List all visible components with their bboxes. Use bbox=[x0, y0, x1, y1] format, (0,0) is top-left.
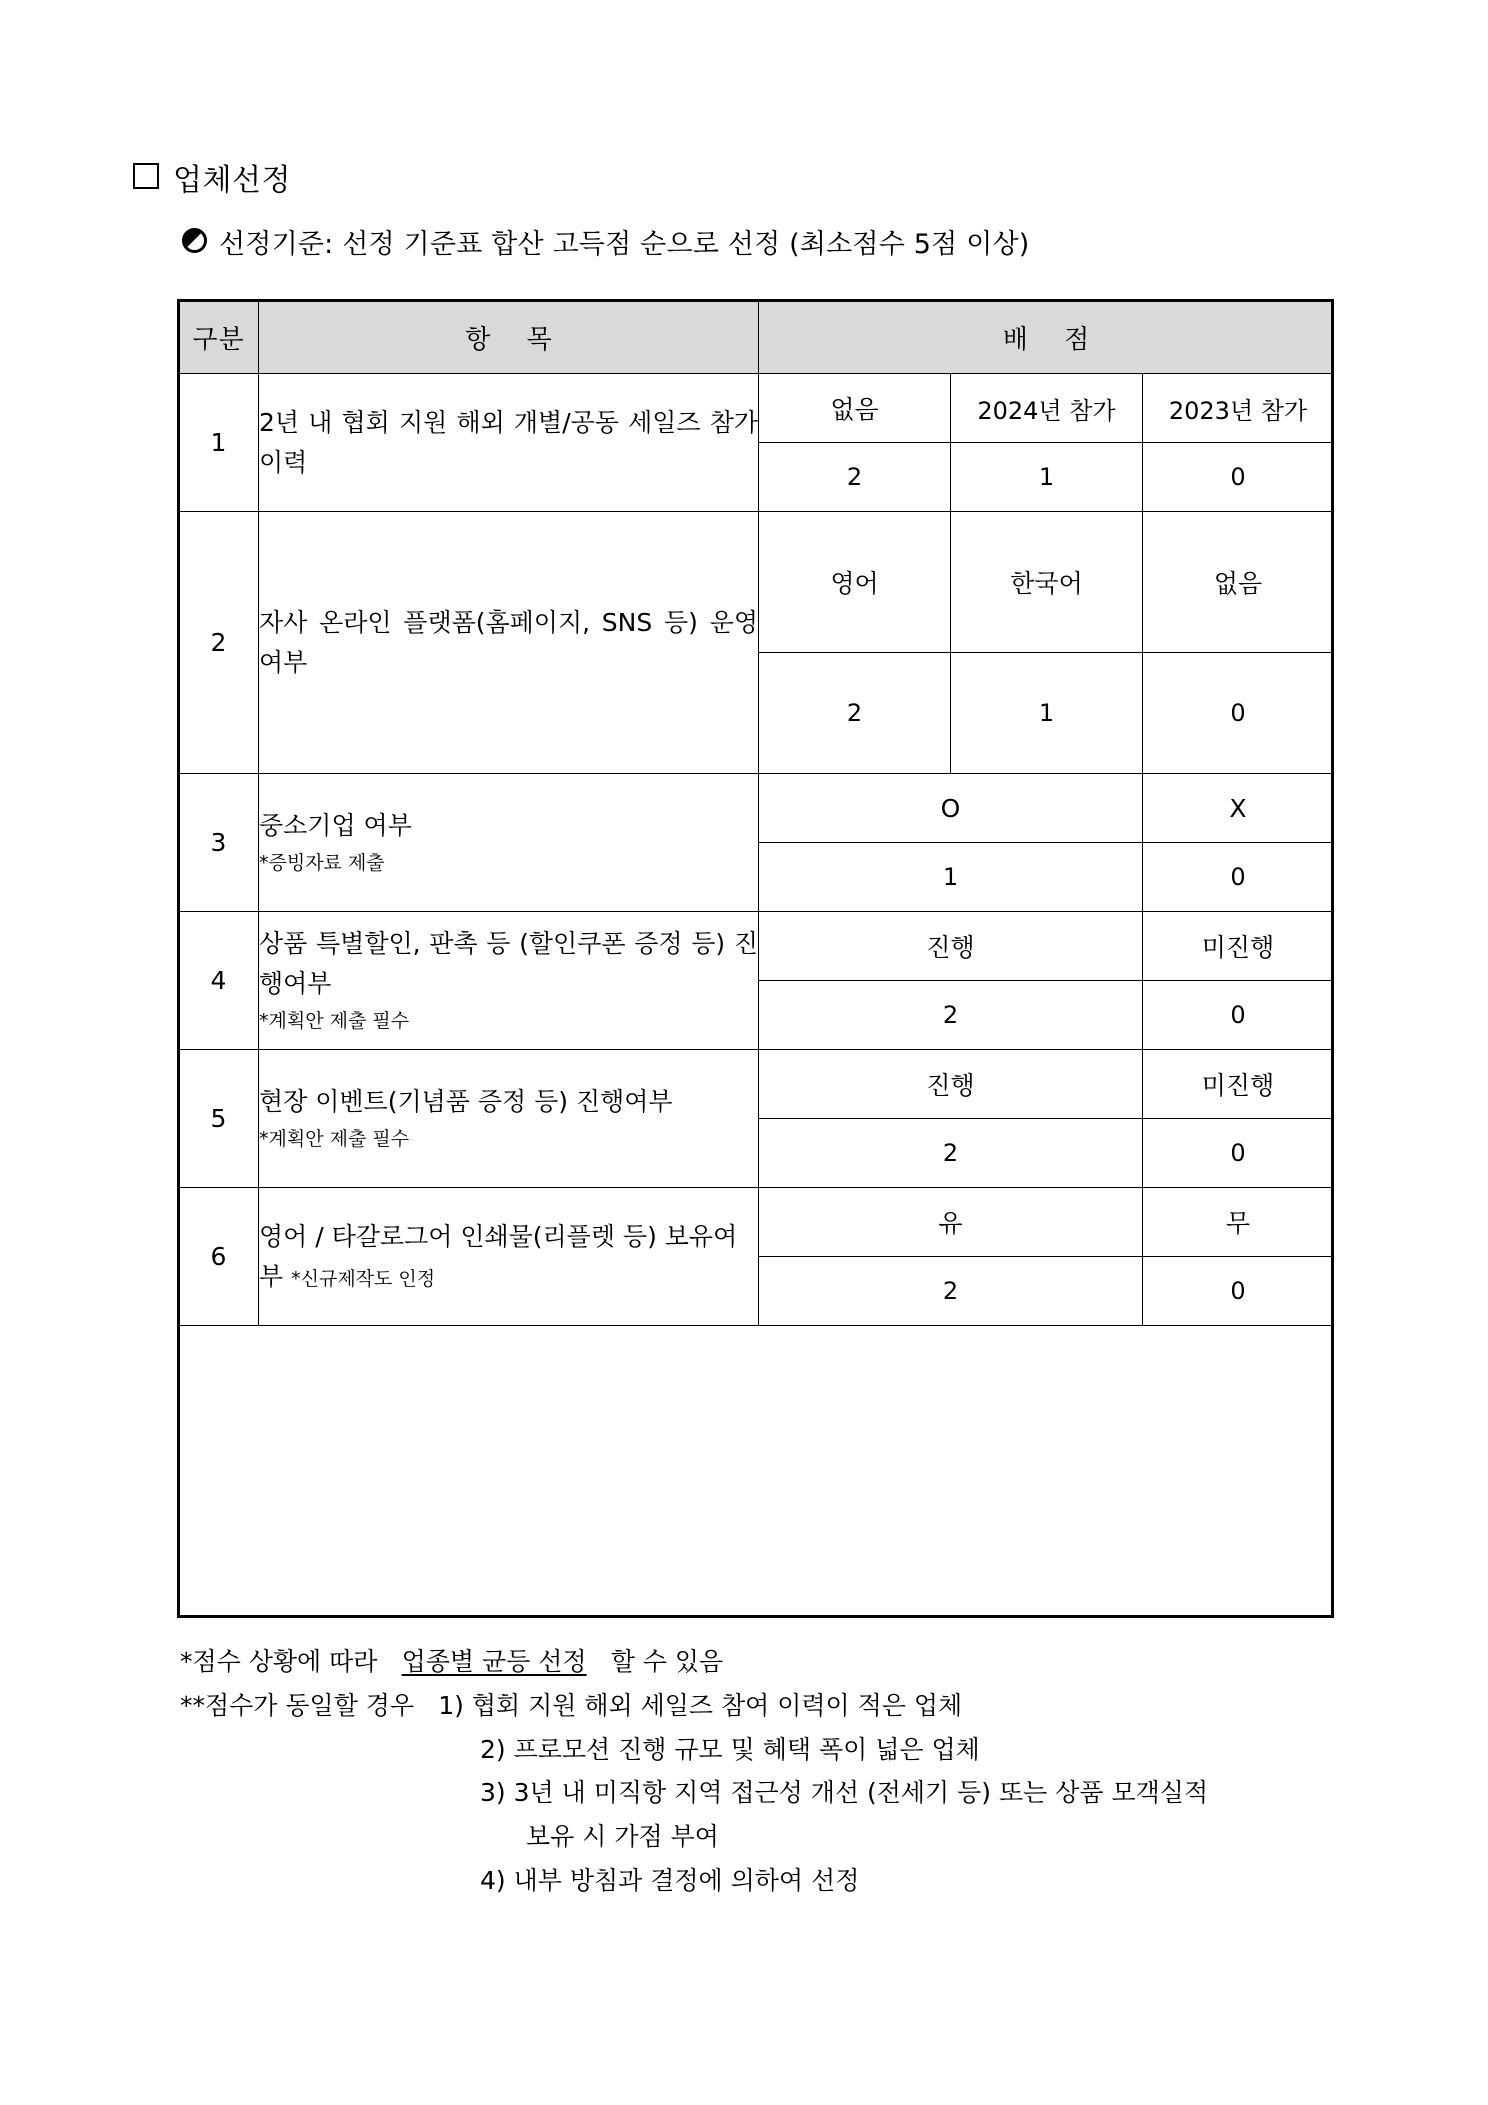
row-5-value-1: 0 bbox=[1143, 1119, 1334, 1188]
header-cell-item: 항 목 bbox=[259, 301, 759, 374]
footnote-line-2: **점수가 동일할 경우ㅤ1) 협회 지원 해외 세일즈 참여 이력이 적은 업체 bbox=[180, 1690, 963, 1720]
selection-criteria-label: 선정기준: 선정 기준표 합산 고득점 순으로 선정 (최소점수 5점 이상) bbox=[219, 229, 1030, 260]
row-index-1: 1 bbox=[179, 374, 259, 512]
half-filled-circle-bullet-icon bbox=[182, 228, 207, 253]
footnotes-block bbox=[180, 1640, 1380, 1903]
footnote-sub-item: 4) 내부 방침과 결정에 의하여 선정 bbox=[480, 1865, 860, 1895]
header-cell-score: 배 점 bbox=[759, 301, 1334, 374]
row-item-3-text: 중소기업 여부 bbox=[259, 811, 412, 841]
footnote-line-1 bbox=[180, 1640, 1380, 1684]
row-3-option-0: O bbox=[759, 774, 1143, 843]
row-item-4-text: 상품 특별할인, 판촉 등 (할인쿠폰 증정 등) 진행여부 bbox=[259, 929, 758, 999]
table-row bbox=[179, 1188, 1334, 1257]
row-1-value-0: 2 bbox=[759, 443, 951, 512]
row-1-option-1: 2024년 참가 bbox=[951, 374, 1143, 443]
table-row bbox=[179, 374, 1334, 443]
row-index-2: 2 bbox=[179, 512, 259, 774]
row-item-6 bbox=[259, 1188, 759, 1326]
footnote-sub-item: 3) 3년 내 미직항 지역 접근성 개선 (전세기 등) 또는 상품 모객실적 bbox=[480, 1778, 1209, 1808]
footnote-sub-item-continuation: 보유 시 가점 부여 bbox=[526, 1822, 719, 1851]
row-1-value-1: 1 bbox=[951, 443, 1143, 512]
row-item-6-note: *신규제작도 인정 bbox=[291, 1267, 436, 1290]
row-6-value-1: 0 bbox=[1143, 1257, 1334, 1326]
row-item-5-note: *계획안 제출 필수 bbox=[259, 1128, 410, 1151]
row-4-option-0: 진행 bbox=[759, 912, 1143, 981]
footnote-1-underline: 업종별 균등 선정 bbox=[401, 1647, 587, 1676]
row-index-3: 3 bbox=[179, 774, 259, 912]
table-row bbox=[179, 912, 1334, 981]
row-6-option-0: 유 bbox=[759, 1188, 1143, 1257]
footnote-sub-item: 2) 프로모션 진행 규모 및 혜택 폭이 넓은 업체 bbox=[480, 1734, 980, 1764]
row-2-value-0: 2 bbox=[759, 653, 951, 774]
table-header-row bbox=[179, 301, 1334, 374]
row-item-6-text: 영어 / 타갈로그어 인쇄물(리플렛 등) 보유여부 bbox=[259, 1221, 738, 1291]
row-6-value-0: 2 bbox=[759, 1257, 1143, 1326]
square-bullet-icon bbox=[133, 163, 159, 189]
table-row bbox=[179, 1050, 1334, 1119]
row-6-option-1: 무 bbox=[1143, 1188, 1334, 1257]
table-row bbox=[179, 512, 1334, 653]
row-2-value-2: 0 bbox=[1143, 653, 1334, 774]
row-item-4 bbox=[259, 912, 759, 1050]
row-5-value-0: 2 bbox=[759, 1119, 1143, 1188]
row-index-4: 4 bbox=[179, 912, 259, 1050]
row-item-3-note: *증빙자료 제출 bbox=[259, 852, 385, 875]
section-heading-company-selection bbox=[133, 155, 291, 199]
footnote-1-after: ㅤ할 수 있음 bbox=[586, 1647, 724, 1676]
row-3-value-0: 1 bbox=[759, 843, 1143, 912]
row-index-6: 6 bbox=[179, 1188, 259, 1326]
row-item-1: 2년 내 협회 지원 해외 개별/공동 세일즈 참가 이력 bbox=[259, 374, 759, 512]
table-row bbox=[179, 774, 1334, 843]
row-4-value-1: 0 bbox=[1143, 981, 1334, 1050]
row-2-option-1: 한국어 bbox=[951, 512, 1143, 653]
row-item-5 bbox=[259, 1050, 759, 1188]
row-2-option-2: 없음 bbox=[1143, 512, 1334, 653]
footnote-2-item-1: 1) 협회 지원 해외 세일즈 참여 이력이 적은 업체 bbox=[438, 1690, 963, 1720]
row-item-2: 자사 온라인 플랫폼(홈페이지, SNS 등) 운영 여부 bbox=[259, 512, 759, 774]
row-1-value-2: 0 bbox=[1143, 443, 1334, 512]
row-5-option-0: 진행 bbox=[759, 1050, 1143, 1119]
row-item-5-text: 현장 이벤트(기념품 증정 등) 진행여부 bbox=[259, 1087, 673, 1117]
row-4-value-0: 2 bbox=[759, 981, 1143, 1050]
row-2-option-0: 영어 bbox=[759, 512, 951, 653]
row-1-option-2: 2023년 참가 bbox=[1143, 374, 1334, 443]
row-item-3 bbox=[259, 774, 759, 912]
selection-criteria-line bbox=[182, 222, 1030, 261]
header-cell-index: 구분 bbox=[179, 301, 259, 374]
footnote-2-label: **점수가 동일할 경우 bbox=[180, 1690, 415, 1720]
row-4-option-1: 미진행 bbox=[1143, 912, 1334, 981]
row-2-value-1: 1 bbox=[951, 653, 1143, 774]
footnote-1-before: *점수 상황에 따라ㅤ bbox=[180, 1647, 402, 1676]
section-heading-label: 업체선정 bbox=[173, 163, 291, 198]
row-item-4-note: *계획안 제출 필수 bbox=[259, 1010, 410, 1033]
row-3-option-1: X bbox=[1143, 774, 1334, 843]
row-3-value-1: 0 bbox=[1143, 843, 1334, 912]
score-criteria-table bbox=[178, 300, 1334, 1326]
footnote-sub-list bbox=[480, 1728, 1380, 1903]
row-index-5: 5 bbox=[179, 1050, 259, 1188]
row-1-option-0: 없음 bbox=[759, 374, 951, 443]
row-5-option-1: 미진행 bbox=[1143, 1050, 1334, 1119]
